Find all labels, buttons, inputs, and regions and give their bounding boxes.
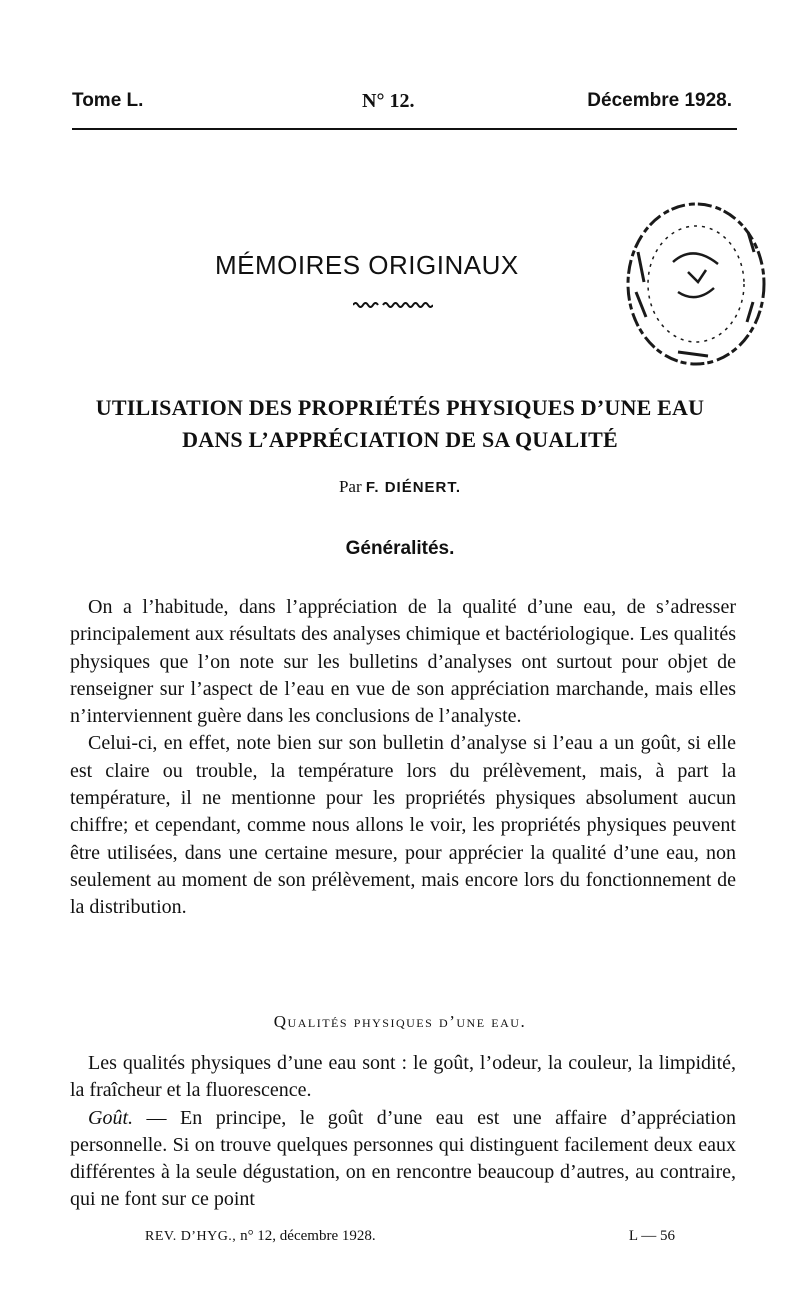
subhead-generalites: Généralités.: [345, 538, 455, 559]
journal-abbreviation: REV. D’HYG.,: [145, 1229, 237, 1244]
term-gout: Goût.: [88, 1106, 133, 1129]
library-stamp-icon: [618, 192, 778, 382]
footer-issue: n° 12, décembre 1928.: [236, 1228, 376, 1244]
article-title-line-2: DANS L’APPRÉCIATION DE SA QUALITÉ: [182, 427, 618, 452]
page-number: L — 56: [628, 1228, 675, 1244]
page-footer: [145, 1228, 675, 1250]
byline-prefix: Par: [338, 477, 362, 496]
article-title-line-1: UTILISATION DES PROPRIÉTÉS PHYSIQUES D’UNE EAU: [95, 395, 705, 420]
running-head: [72, 90, 732, 120]
section-title: MÉMOIRES ORIGINAUX: [215, 250, 519, 280]
footer-citation: [145, 1228, 376, 1245]
paragraph-gout: [70, 1105, 736, 1214]
wavy-ornament-icon: [353, 300, 433, 310]
issue-number: N° 12.: [362, 90, 415, 112]
body-section-2: [70, 1050, 736, 1214]
paragraph: Celui-ci, en effet, note bien sur son bulletin d’analyse si l’eau a un goût, si elle est claire ou trouble, la température lors du prélèvement, mais, à part la température, il ne mentionne pour les propriétés physiques absolument aucun chiffre; et cependant, comme nous allons le voir, les propriétés physiques peuvent être utilisées, dans une certaine mesure, pour apprécier la qualité d’une eau, non seulement au moment de son prélèvement, mais encore lors du fonctionnement de la distribution.: [70, 732, 736, 919]
paragraph-gout-text: — En principe, le goût d’une eau est une affaire d’appréciation personnelle. Si on trouve quelques personnes qui distinguent facilement deux eaux différentes à la seule dégustation, on en rencontre beaucoup d’autres, au contraire, qui ne font sur ce point: [70, 1106, 736, 1211]
paragraph: Les qualités physiques d’une eau sont : le goût, l’odeur, la couleur, la limpidité, la fraîcheur et la fluorescence.: [70, 1052, 736, 1102]
byline: [0, 477, 800, 497]
body-section-1: [70, 594, 736, 922]
header-rule: [72, 128, 737, 130]
author-name: F. DIÉNERT.: [365, 479, 462, 496]
article-title: [40, 392, 760, 456]
issue-date: Décembre 1928.: [587, 90, 732, 111]
volume-label: Tome L.: [72, 90, 144, 111]
paragraph: On a l’habitude, dans l’appréciation de la qualité d’une eau, de s’adresser principalement aux résultats des analyses chimique et bactériologique. Les qualités physiques que l’on note sur les bulletins d’analyses ont surtout pour objet de renseigner sur l’aspect de l’eau en vue de son appréciation marchande, mais elles n’interviennent guère dans les conclusions de l’analyste.: [70, 596, 736, 728]
section-heading-physical-qualities: Qualités physiques d’une eau.: [273, 1012, 527, 1031]
